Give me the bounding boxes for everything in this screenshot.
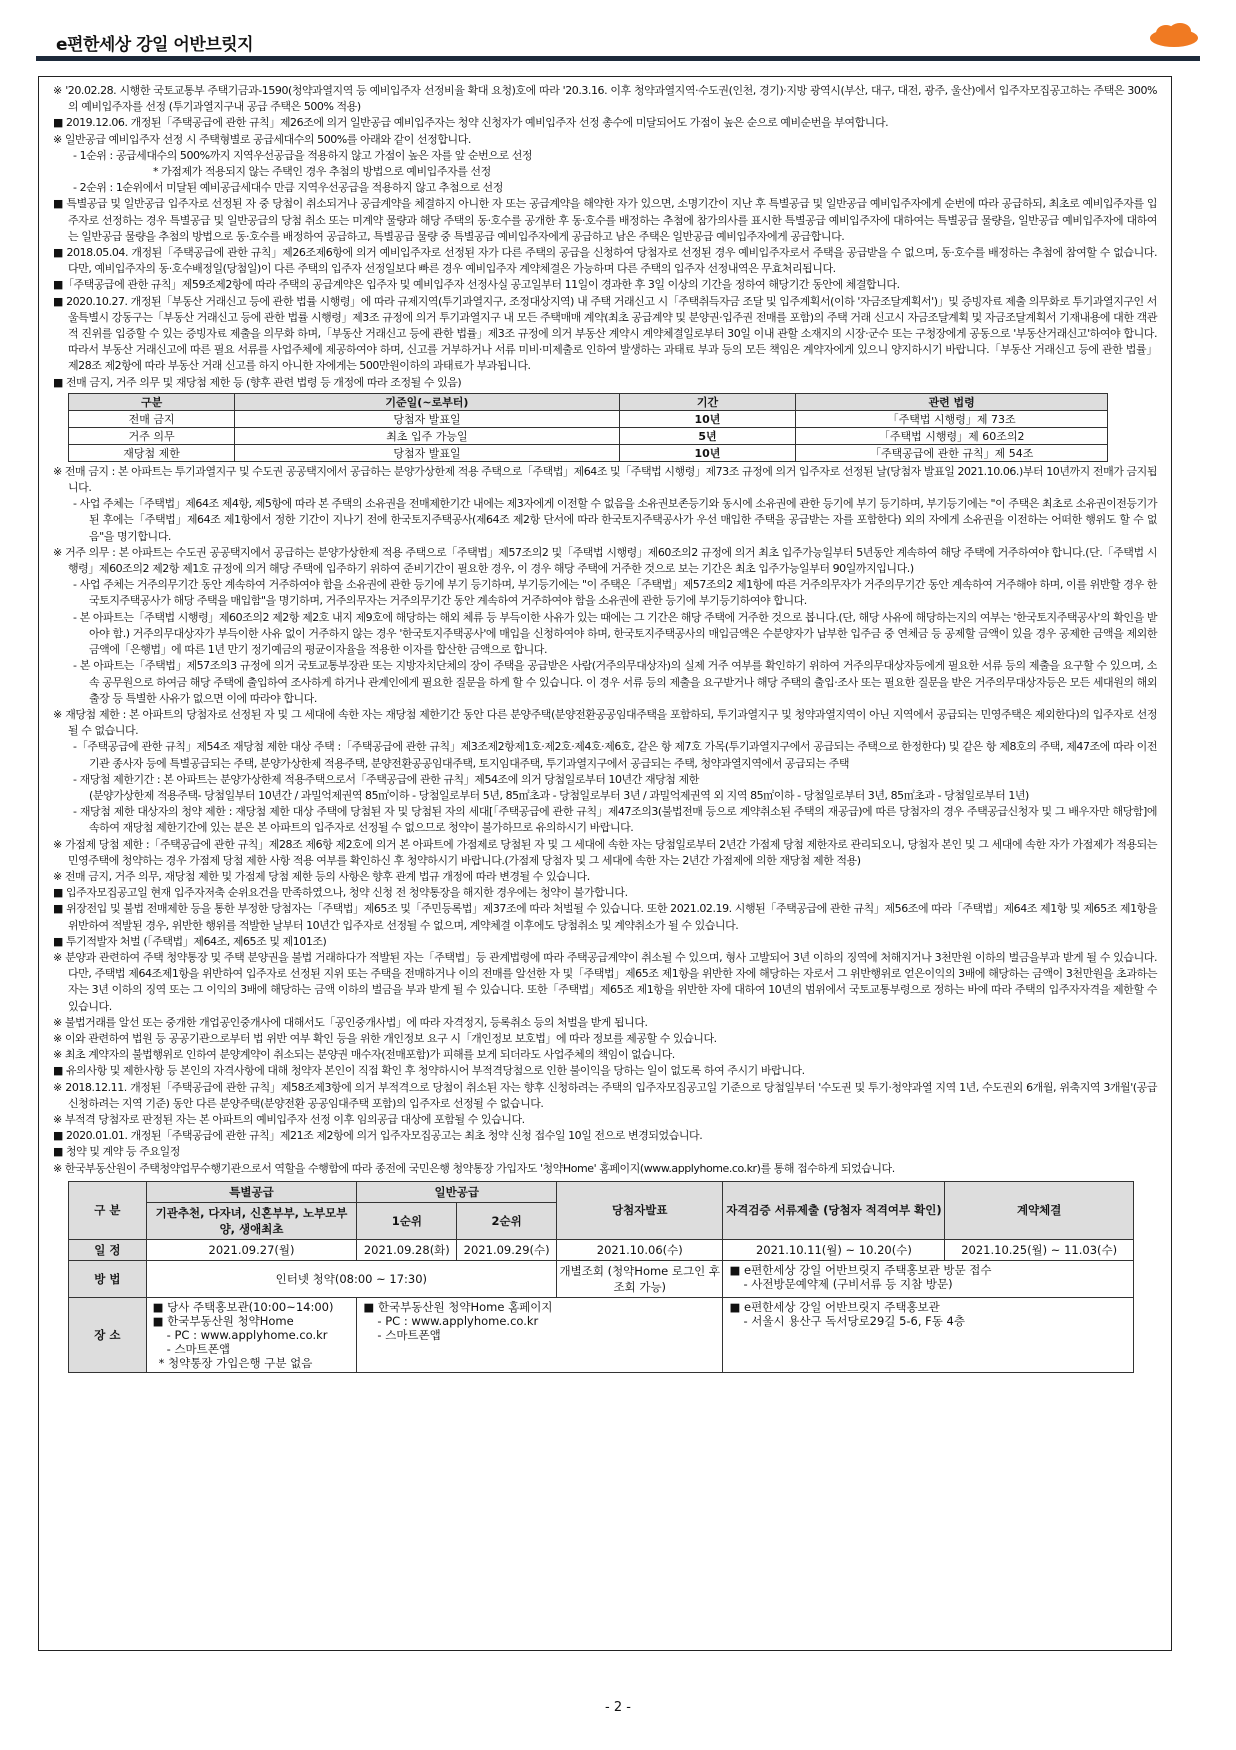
notice-paragraph: ※ 부적격 당첨자로 판정된 자는 본 아파트의 예비입주자 선정 이후 임의공급 대상에 포함될 수 있습니다. (53, 1112, 525, 1126)
place-general (357, 1297, 723, 1372)
place-special (146, 1297, 357, 1372)
table-cell: 10년 (619, 444, 796, 461)
page-number: - 2 - (605, 1700, 631, 1715)
notice-paragraph: ■ 전매 금지, 거주 의무 및 재당첨 제한 등 (향후 관련 법령 등 개정에 따라 조정될 수 있음) (53, 375, 462, 389)
list-item: - 스마트폰앱 (377, 1327, 441, 1342)
notice-paragraph: ※ 전매 금지 : 본 아파트는 투기과열지구 및 수도권 공공택지에서 공급하는 분양가상한제 적용 주택으로「주택법」제64조 및「주택법 시행령」제73조 규정에 의거 입주자로 선정된 날(당첨자 발표일 2021.10.06.)부터 10년까지 전매가 금지됩니다. (53, 464, 1157, 495)
notice-paragraph: ■ 2018.05.04. 개정된「주택공급에 관한 규칙」제26조제6항에 의거 예비입주자로 선정된 자가 다른 주택의 공급을 신청하여 당첨자로 선정된 경우 예비입주자로서 주택을 공급받을 수 없으며, 동·호수를 배정하는 추첨에 참여할 수 없습니다. 다만, 예비입주자의 동·호수배정일(당첨일)이 다른 주택의 입주자 선정일보다 빠른 경우 예비입주자 계약체결은 가능하며 다른 주택의 입주자 선정내역은 무효처리됩니다. (53, 246, 1157, 276)
list-item: - 사전방문예약제 (구비서류 등 지참 방문) (743, 1276, 953, 1291)
place-verify (723, 1297, 1134, 1372)
method-announce: 개별조회 (청약Home 로그인 후 조회 가능) (557, 1260, 723, 1297)
page-header (36, 22, 1200, 56)
table-cell: 거주 의무 (69, 427, 235, 444)
notice-paragraph: ※ 2018.12.11. 개정된「주택공급에 관한 규칙」제58조제3항에 의거 부적격으로 당첨이 취소된 자는 향후 신청하려는 주택의 입주자모집공고일 기준으로 당첨일부터 '수도권 및 투기·청약과열 지역 1년, 수도권외 6개월, 위축지역 3개월'(공급신청하려는 지역 기준) 동안 다른 분양주택(분양전환 공공임대주택 포함)의 입주자로 선정될 수 없습니다. (53, 1080, 1157, 1110)
list-item: ■ 한국부동산원 청약Home (152, 1313, 294, 1328)
date-verify: 2021.10.11(월) ~ 10.20(수) (723, 1239, 945, 1260)
notice-paragraph: ※ 최초 계약자의 불법행위로 인하여 분양계약이 취소되는 분양권 매수자(전매포함)가 피해를 보게 되더라도 사업주체의 책임이 없습니다. (53, 1048, 675, 1062)
notice-paragraph: - 2순위 : 1순위에서 미달된 예비공급세대수 만큼 지역우선공급을 적용하지 않고 추첨으로 선정 (73, 181, 503, 195)
table-cell: 「주택공급에 관한 규칙」제 54조 (796, 444, 1108, 461)
notice-paragraph: - 재당첨 제한기간 : 본 아파트는 분양가상한제 적용주택으로서「주택공급에 관한 규칙」제54조에 의거 당첨일로부터 10년간 재당첨 제한 (73, 772, 699, 786)
notice-paragraph: * 가점제가 적용되지 않는 주택인 경우 추첨의 방법으로 예비입주자를 선정 (153, 165, 491, 179)
table-cell: 전매 금지 (69, 410, 235, 427)
notice-paragraph: ※ 한국부동산원이 주택청약업무수행기관으로서 역할을 수행함에 따라 종전에 국민은행 청약통장 가입자도 '청약Home' 홈페이지(www.applyhome.co.kr)를 통해 접수하게 되었습니다. (53, 1161, 895, 1175)
header-rule (36, 56, 1200, 61)
table-cell: 10년 (619, 410, 796, 427)
table-cell: 「주택법 시행령」제 60조의2 (796, 427, 1108, 444)
col-law: 관련 법령 (796, 393, 1108, 410)
list-item: * 청약통장 가입은행 구분 없음 (158, 1355, 313, 1370)
page-title: e편한세상 강일 어반브릿지 (56, 35, 254, 55)
table-cell: 5년 (619, 427, 796, 444)
row-label-date: 일 정 (69, 1239, 147, 1260)
table-row (69, 410, 1108, 427)
notice-paragraph: ■ 2019.12.06. 개정된「주택공급에 관한 규칙」제26조에 의거 일반공급 예비입주자는 청약 신청자가 예비입주자 선정 총수에 미달되어도 가점이 높은 순으로 예비순번을 부여합니다. (53, 116, 889, 130)
list-item: ■ e편한세상 강일 어반브릿지 주택홍보관 방문 접수 (729, 1262, 992, 1277)
table-cell: 최초 입주 가능일 (235, 427, 619, 444)
notice-paragraph: ※ 분양과 관련하여 주택 청약통장 및 주택 분양권을 불법 거래하다가 적발된 자는「주택법」등 관계법령에 따라 주택공급계약이 취소될 수 있으며, 형사 고발되어 3년 이하의 징역에 처해지거나 3천만원 이하의 벌금을부과 받게 될 수 있습니다. 다만, 주택법 제64조제1항을 위반하여 입주자로 선정된 지위 또는 주택을 전매하거나 이의 전매를 알선한 자 및「주택법」제65조 제1항을 위반한 자에 해당하는 자로서 그 위반행위로 얻은이익의 3배에 해당하는 금액이 3천만원을 초과하는 자는 3년 이하의 징역 또는 그 이익의 3배에 해당하는 금액 이하의 벌금을 부과 받게 될 수 있습니다. 또한「주택법」제65조 제1항을 위반한 자에 대하여 10년의 범위에서 국토교통부령으로 정하는 바에 따라 주택의 입주자자격을 제한할 수 있습니다. (53, 950, 1157, 1013)
notice-paragraph: ※ 재당첨 제한 : 본 아파트의 당첨자로 선정된 자 및 그 세대에 속한 자는 재당첨 제한기간 동안 다른 분양주택(분양전환공공임대주택을 포함하되, 투기과열지구 및 청약과열지역이 아닌 지역에서 공급되는 민영주택은 제외한다)의 입주자로 선정될 수 없습니다. (53, 707, 1157, 738)
notice-paragraph: ■「주택공급에 관한 규칙」제59조제2항에 따라 주택의 공급계약은 입주자 및 예비입주자 선정사실 공고일부터 11일이 경과한 후 3일 이상의 기간을 정하여 해당기간 동안에 체결합니다. (53, 278, 900, 292)
notice-paragraph: ※ 일반공급 예비입주자 선정 시 주택형별로 공급세대수의 500%를 아래와 같이 선정합니다. (53, 132, 471, 146)
schedule-col-verify: 자격검증 서류제출 (당첨자 적격여부 확인) (723, 1181, 945, 1239)
row-label-method: 방 법 (69, 1260, 147, 1297)
schedule-table (68, 1181, 1134, 1373)
notice-paragraph: ■ 특별공급 및 일반공급 입주자로 선정된 자 중 당첨이 취소되거나 공급계약을 체결하지 아니한 자 또는 공급계약을 해약한 자가 있으면, 소명기간이 지난 후 특별공급 및 일반공급 예비입주자에게 순번에 따라 공급하되, 최초로 예비입주자를 입주자로 선정하는 경우 특별공급 및 일반공급의 당첨 취소 또는 미계약 물량과 해당 주택의 동·호수를 공개한 후 동·호수를 배정하는 추첨에 참가의사를 표시한 특별공급 예비입주자에 대하여는 특별공급 물량을, 일반공급 예비입주자에 대하여는 일반공급 물량을 추첨의 방법으로 동·호수를 배정하여 공급하고, 특별공급 물량 중 특별공급 예비입주자에게 공급하고 남은 주택은 일반공급 예비입주자에게 공급합니다. (53, 197, 1157, 243)
content-frame (38, 76, 1172, 1651)
notice-paragraph: ■ 위장전입 및 불법 전매제한 등을 통한 부정한 당첨자는「주택법」제65조 및「주민등록법」제37조에 따라 처벌될 수 있습니다. 또한 2021.02.19. 시행된「주택공급에 관한 규칙」제56조에 따라「주택법」제64조 제1항 및 제65조 제1항을 위반하여 적발된 경우, 위반한 행위를 적발한 날부터 10년간 입주자로 선정될 수 없으며, 계약체결 이후에도 당첨취소 및 계약취소가 될 수 있습니다. (53, 902, 1157, 932)
schedule-col-rank2: 2순위 (457, 1202, 557, 1239)
notice-section-2 (53, 464, 1157, 1177)
notice-paragraph: ■ 입주자모집공고일 현재 입주자저축 순위요건을 만족하였으나, 청약 신청 전 청약통장을 해지한 경우에는 청약이 불가합니다. (53, 886, 628, 900)
list-item: - 스마트폰앱 (166, 1341, 230, 1356)
notice-paragraph: (분양가상한제 적용주택- 당첨일부터 10년간 / 과밀억제권역 85㎡이하 - 당첨일로부터 5년, 85㎡초과 - 당첨일로부터 3년 / 과밀억제권역 외 지역 85㎡이하 - 당첨일로부터 3년, 85㎡초과 - 당첨일로부터 1년) (89, 788, 1029, 802)
table-cell: 재당첨 제한 (69, 444, 235, 461)
date-rank2: 2021.09.29(수) (457, 1239, 557, 1260)
schedule-place-row (69, 1297, 1134, 1372)
schedule-col-special: 특별공급 (146, 1181, 357, 1202)
list-item: ■ e편한세상 강일 어반브릿지 주택홍보관 (729, 1299, 940, 1314)
notice-paragraph: - 본 아파트는「주택법」제57조의3 규정에 의거 국토교통부장관 또는 지방자치단체의 장이 주택을 공급받은 사람(거주의무대상자)의 실제 거주 여부를 확인하기 위하여 거주의무대상자등에게 필요한 서류 등의 제출을 요구할 수 있으며, 소속 공무원으로 하여금 해당 주택에 출입하여 조사하게 하거나 관계인에게 필요한 질문을 하게 할 수 있습니다. 이 경우 서류 등의 제출을 요구받거나 해당 주택의 출입·조사 또는 필요한 질문을 받은 거주의무대상자등은 모든 세대원의 해외출장 등 특별한 사유가 없으면 이에 따라야 합니다. (73, 659, 1157, 705)
schedule-date-row (69, 1239, 1134, 1260)
date-rank1: 2021.09.28(화) (357, 1239, 457, 1260)
col-period: 기간 (619, 393, 796, 410)
method-internet: 인터넷 청약(08:00 ~ 17:30) (146, 1260, 556, 1297)
notice-paragraph: - 재당첨 제한 대상자의 청약 제한 : 재당첨 제한 대상 주택에 당첨된 자 및 당첨된 자의 세대[「주택공급에 관한 규칙」제47조의3(불법전매 등으로 계약취소된 주택의 재공급)에 따른 당첨자의 경우 주택공급신청자 및 그 배우자만 해당함]에 속하여 재당첨 제한기간에 있는 분은 본 아파트의 입주자로 선정될 수 없으므로 청약이 불가하므로 유의하시기 바랍니다. (73, 805, 1157, 835)
table-cell: 「주택법 시행령」제 73조 (796, 410, 1108, 427)
row-label-place: 장 소 (69, 1297, 147, 1372)
notice-paragraph: ※ '20.02.28. 시행한 국토교통부 주택기금과-1590(청약과열지역 등 예비입주자 선정비율 확대 요청)호에 따라 '20.3.16. 이후 청약과열지역·수도권(인천, 경기)·지방 광역시(부산, 대구, 대전, 광주, 울산)에서 입주자모집공고하는 주택은 300%의 예비입주자를 선정 (투기과열지구내 공급 주택은 500% 적용) (53, 84, 1157, 114)
schedule-col-general: 일반공급 (357, 1181, 557, 1202)
list-item: - PC : www.applyhome.co.kr (166, 1327, 328, 1342)
restriction-table (68, 393, 1108, 462)
notice-paragraph: - 사업 주체는 거주의무기간 동안 계속하여 거주하여야 함을 소유권에 관한 등기에 부기 등기하며, 부기등기에는 "이 주택은「주택법」제57조의2 제1항에 따른 거주의무자가 거주의무기간 동안 계속하여 거주해야 하며, 이를 위반할 경우 한국토지주택공사가 해당 주택을 매입함"을 명기하며, 거주의무자는 거주의무기간 동안 계속하여 거주하여야 함을 소유권에 관한 등기에 부기등기하여야 합니다. (73, 578, 1157, 608)
brand-cloud-logo (1148, 22, 1200, 48)
schedule-col-special-sub: 기관추천, 다자녀, 신혼부부, 노부모부양, 생애최초 (146, 1202, 357, 1239)
notice-paragraph: ■ 2020.10.27. 개정된「부동산 거래신고 등에 관한 법률 시행령」에 따라 규제지역(투기과열지구, 조정대상지역) 내 주택 거래신고 시「주택취득자금 조달 및 입주계획서(이하 '자금조달계획서')」및 증빙자료 제출 의무화로 투기과열지구인 서울특별시 강동구는「부동산 거래신고 등에 관한 법률 시행령」제3조 규정에 의거 투기과열지구 내 모든 주택매매 계약(최초 공급계약 및 분양권·입주권 전매를 포함)의 주택 거래 신고시 자금조달계획 및 자금조달계획서 기재내용에 대한 객관적 진위를 입증할 수 있는 증빙자료 제출을 의무화 하며,「부동산 거래신고 등에 관한 법률」제3조 규정에 의거 부동산 계약시 계약체결일로부터 30일 이내 관할 소재지의 시장·군수 또는 구청장에게 공동으로 '부동산거래신고'하여야 합니다. 따라서 부동산 거래신고에 따른 필요 서류를 사업주체에 제공하여야 하며, 신고를 거부하거나 서류 미비·미제출로 인하여 발생하는 과태료 부과 등의 모든 책임은 계약자에게 있으니 양지하시기 바랍니다.「부동산 거래신고 등에 관한 법률」제28조 제2항에 따라 부동산 거래 신고를 하지 아니한 자에게는 500만원이하의 과태료가 부과됩니다. (53, 294, 1157, 373)
notice-paragraph: - 사업 주체는「주택법」제64조 제4항, 제5항에 따라 본 주택의 소유권을 전매제한기간 내에는 제3자에게 이전할 수 없음을 소유권보존등기와 동시에 소유권에 관한 등기에 부기 등기하며, 부기등기에는 "이 주택은 최초로 소유권이전등기가 된 후에는「주택법」제64조 제1항에서 정한 기간이 지나기 전에 한국토지주택공사(제64조 제2항 단서에 따라 한국토지주택공사가 우선 매입한 주택을 공급받는 자를 포함한다) 외의 자에게 소유권을 이전하는 어떠한 행위도 할 수 없음"을 명기합니다. (73, 497, 1157, 543)
notice-paragraph: ※ 불법거래를 알선 또는 중개한 개업공인중개사에 대해서도「공인중개사법」에 따라 자격정지, 등록취소 등의 처벌을 받게 됩니다. (53, 1015, 648, 1029)
schedule-col-gubun: 구 분 (69, 1181, 147, 1239)
schedule-col-contract: 계약체결 (945, 1181, 1134, 1239)
date-contract: 2021.10.25(월) ~ 11.03(수) (945, 1239, 1134, 1260)
notice-paragraph: ■ 청약 및 계약 등 주요일정 (53, 1145, 180, 1159)
notice-paragraph: ※ 가점제 당첨 제한 :「주택공급에 관한 규칙」제28조 제6항 제2호에 의거 본 아파트에 가점제로 당첨된 자 및 그 세대에 속한 자는 당첨일로부터 2년간 가점제 당첨 제한자로 관리되오니, 당첨자 본인 및 그 세대에 속한 자가 가점제가 적용되는 민영주택에 청약하는 경우 가점제 당첨 제한 사항 적용 여부를 확인하신 후 청약하시기 바랍니다.(가점제 당첨자 및 그 세대에 속한 자는 2년간 가점제에 의한 재당첨 제한 적용) (53, 837, 1157, 867)
schedule-col-rank1: 1순위 (357, 1202, 457, 1239)
method-verify (723, 1260, 1134, 1297)
notice-section-1 (53, 83, 1157, 391)
notice-paragraph: ※ 전매 금지, 거주 의무, 재당첨 제한 및 가점제 당첨 제한 등의 사항은 향후 관계 법규 개정에 따라 변경될 수 있습니다. (53, 869, 590, 883)
notice-paragraph: ■ 유의사항 및 제한사항 등 본인의 자격사항에 대해 청약자 본인이 직접 확인 후 청약하시어 부적격당첨으로 인한 불이익을 당하는 일이 없도록 하여 주시기 바랍니다. (53, 1064, 805, 1078)
col-gubun: 구분 (69, 393, 235, 410)
table-cell: 당첨자 발표일 (235, 410, 619, 427)
notice-paragraph: - 1순위 : 공급세대수의 500%까지 지역우선공급을 적용하지 않고 가점이 높은 자를 앞 순번으로 선정 (73, 148, 533, 162)
restriction-table-header (69, 393, 1108, 410)
notice-paragraph: - 본 아파트는「주택법 시행령」제60조의2 제2항 제2호 내지 제9호에 해당하는 해외 체류 등 부득이한 사유가 있는 때에는 그 기간은 해당 주택에 거주한 것으로 봅니다.(단, 해당 사유에 해당하는지의 여부는 '한국토지주택공사'의 확인을 받아야 함.) 거주의무대상자가 부득이한 사유 없이 거주하지 않는 경우 '한국토지주택공사'에 매입을 신청하여야 하며, 한국토지주택공사의 매입금액은 수분양자가 납부한 입주금 중 연체금 등 공제할 금액이 있을 경우 공제한 금액을 제외한 금액에「은행법」에 따른 1년 만기 정기예금의 평균이자율을 적용한 이자를 합산한 금액으로 합니다. (73, 610, 1157, 657)
date-announce: 2021.10.06(수) (557, 1239, 723, 1260)
notice-paragraph: ■ 2020.01.01. 개정된「주택공급에 관한 규칙」제21조 제2항에 의거 입주자모집공고는 최초 청약 신청 접수일 10일 전으로 변경되었습니다. (53, 1129, 703, 1143)
table-row (69, 427, 1108, 444)
list-item: ■ 당사 주택홍보관(10:00~14:00) (152, 1299, 334, 1314)
table-row (69, 444, 1108, 461)
schedule-header-row (69, 1181, 1134, 1202)
notice-paragraph: ■ 투기적발자 처벌 (「주택법」제64조, 제65조 및 제101조) (53, 934, 327, 948)
notice-paragraph: ※ 거주 의무 : 본 아파트는 수도권 공공택지에서 공급하는 분양가상한제 적용 주택으로「주택법」제57조의2 및「주택법 시행령」제60조의2 규정에 의거 최초 입주가능일부터 5년동안 계속하여 해당 주택에 거주하여야 합니다.(단.「주택법 시행령」제60조의2 제2항 제1호 규정에 의거 해당 주택에 입주하기 위하여 준비기간이 필요한 경우, 이 경우 해당 주택에 거주한 것으로 보는 기간은 최초 입주가능일부터 90일까지입니다.) (53, 545, 1157, 576)
schedule-method-row (69, 1260, 1134, 1297)
list-item: - 서울시 용산구 독서당로29길 5-6, F동 4층 (743, 1313, 965, 1328)
col-base-date: 기준일(~로부터) (235, 393, 619, 410)
schedule-col-announce: 당첨자발표 (557, 1181, 723, 1239)
list-item: ■ 한국부동산원 청약Home 홈페이지 (363, 1299, 553, 1314)
table-cell: 당첨자 발표일 (235, 444, 619, 461)
notice-paragraph: ※ 이와 관련하여 법원 등 공공기관으로부터 법 위반 여부 확인 등을 위한 개인정보 요구 시「개인정보 보호법」에 따라 정보를 제공할 수 있습니다. (53, 1031, 717, 1045)
notice-paragraph: -「주택공급에 관한 규칙」제54조 재당첨 제한 대상 주택 :「주택공급에 관한 규칙」제3조제2항제1호·제2호·제4호·제6호, 같은 항 제7호 가목(투기과열지구에서 공급되는 주택으로 한정한다) 및 같은 항 제8호의 주택, 제47조에 따라 이전기관 종사자 등에 특별공급되는 주택, 분양가상한제 적용주택, 분양전환공공임대주택, 토지임대주택, 투기과열지구에서 공급되는 주택, 청약과열지역에서 공급되는 주택 (73, 740, 1157, 770)
list-item: - PC : www.applyhome.co.kr (377, 1313, 539, 1328)
date-special: 2021.09.27(월) (146, 1239, 357, 1260)
